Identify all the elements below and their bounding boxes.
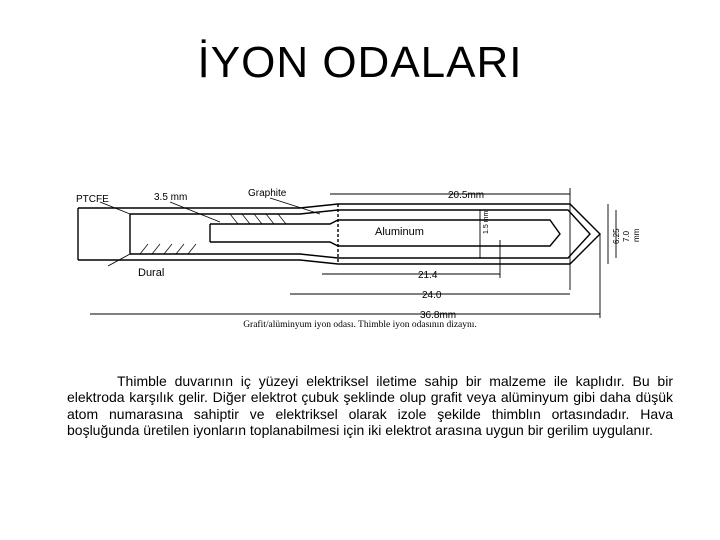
label-3-5mm: 3.5 mm: [154, 192, 188, 203]
label-21-4: 21.4: [418, 270, 438, 281]
label-mm: mm: [632, 228, 641, 242]
slide-title: İYON ODALARI: [197, 38, 523, 87]
label-20-5mm: 20.5mm: [448, 190, 485, 201]
label-aluminum: Aluminum: [375, 226, 424, 238]
chamber-outline: [78, 204, 600, 264]
label-dural: Dural: [138, 267, 165, 279]
chamber-inner-wall: [130, 210, 590, 258]
label-1-5mm: 1.5 mm: [483, 210, 490, 234]
label-36-8mm: 36.8mm: [420, 310, 457, 321]
ion-chamber-drawing: [70, 180, 650, 340]
label-graphite: Graphite: [248, 188, 287, 199]
figure-caption: Grafit/alüminyum iyon odası. Thimble iyon odasının dizaynı.: [243, 320, 477, 330]
label-6-25: 6.25: [612, 228, 621, 244]
body-paragraph: Thimble duvarının iç yüzeyi elektriksel iletime sahip bir malzeme ile kaplıdır. Bu bir elektroda karşılık gelir. Diğer elektrot çubuk şeklinde olup grafit veya alüminyum gibi daha düşük atom numarasına sahiptir ve elektriksel olarak izole şekilde thimblın ortasındadır. Hava boşluğunda üretilen iyonların toplanabilmesi için iki elektrot arasına uygun bir gerilim uygulanır.: [67, 373, 673, 438]
label-ptcfe: PTCFE: [76, 194, 109, 205]
label-7-0: 7.0: [622, 230, 631, 242]
label-24-0: 24.0: [422, 290, 442, 301]
ion-chamber-diagram: [70, 180, 650, 340]
hatching: [140, 214, 286, 254]
